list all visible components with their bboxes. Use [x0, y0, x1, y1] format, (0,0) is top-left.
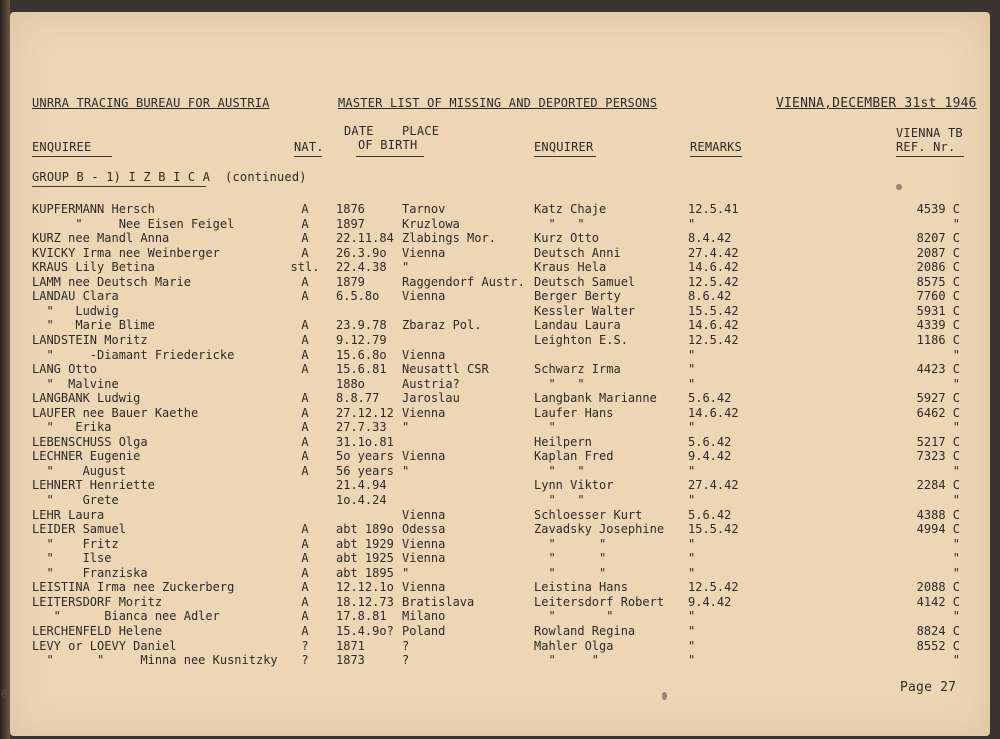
nationality-cell: ?	[301, 638, 309, 653]
enquiree-cell: " Marie Blime	[32, 318, 155, 333]
enquiree-cell: LANG Otto	[32, 362, 98, 377]
column-header-date: DATE	[344, 124, 374, 138]
enquiree-cell: " Ludwig	[32, 303, 119, 318]
nationality-cell: A	[301, 289, 309, 304]
enquirer-cell: Schwarz Irma	[534, 362, 621, 377]
birth-place-cell: Milano	[402, 609, 446, 624]
column-header-nat: NAT.	[294, 140, 324, 154]
enquiree-cell: " Grete	[32, 493, 119, 507]
table-row	[10, 318, 990, 333]
remarks-cell: 8.6.42	[688, 289, 732, 304]
birth-place-cell: Tarnov	[402, 202, 446, 216]
page-number: Page 27	[900, 680, 957, 695]
reference-number-cell: 4388 C	[916, 507, 960, 522]
birth-place-cell: Vienna	[402, 289, 446, 304]
enquirer-cell: " "	[534, 609, 614, 624]
remarks-cell: "	[688, 493, 696, 507]
reference-number-cell: 2088 C	[916, 580, 960, 595]
ink-dot	[662, 692, 667, 700]
remarks-cell: 12.5.42	[688, 332, 739, 347]
remarks-cell: 9.4.42	[688, 594, 732, 609]
nationality-cell: A	[301, 420, 309, 435]
birth-date-cell: abt 1895	[336, 565, 394, 580]
birth-date-cell: 15.4.9o?	[336, 623, 394, 638]
reference-number-cell: "	[952, 347, 960, 362]
birth-date-cell: 1897	[336, 216, 365, 231]
underline-enquiree	[32, 156, 112, 157]
birth-date-cell: 27.12.12	[336, 405, 394, 420]
enquirer-cell: Kurz Otto	[534, 231, 600, 246]
table-row	[10, 275, 990, 290]
nationality-cell: A	[301, 609, 309, 624]
column-header-enquirer: ENQUIRER	[534, 140, 594, 154]
table-row	[10, 333, 990, 348]
enquirer-cell: Deutsch Samuel	[534, 274, 636, 289]
table-row	[10, 246, 990, 261]
birth-place-cell: Vienna	[402, 580, 446, 595]
enquirer-cell: Kessler Walter	[534, 303, 636, 318]
enquiree-cell: KVICKY Irma nee Weinberger	[32, 245, 220, 260]
remarks-cell: 12.5.41	[688, 202, 739, 216]
birth-place-cell: "	[402, 565, 410, 580]
enquiree-cell: LEIDER Samuel	[32, 522, 126, 537]
reference-number-cell: "	[952, 463, 960, 478]
reference-number-cell: 4339 C	[916, 318, 960, 333]
birth-place-cell: Vienna	[402, 347, 446, 362]
remarks-cell: "	[688, 362, 696, 377]
enquiree-cell: " August	[32, 463, 126, 478]
group-title-underline	[32, 186, 206, 187]
birth-date-cell: abt 1925	[336, 551, 394, 566]
enquirer-cell: Katz Chaje	[534, 202, 607, 216]
birth-date-cell: 1871	[336, 638, 365, 653]
enquirer-cell: " "	[534, 493, 585, 507]
nationality-cell: A	[301, 449, 309, 464]
reference-number-cell: 6462 C	[916, 405, 960, 420]
birth-place-cell: Zbaraz Pol.	[402, 318, 482, 333]
remarks-cell: "	[688, 623, 696, 638]
underline-of-birth	[356, 156, 424, 157]
remarks-cell: 14.6.42	[688, 260, 739, 275]
birth-date-cell: 22.11.84	[336, 231, 394, 246]
table-row	[10, 289, 990, 304]
nationality-cell: A	[301, 347, 309, 362]
table-row	[10, 217, 990, 232]
reference-number-cell: 2087 C	[916, 245, 960, 260]
enquiree-cell: " Fritz	[32, 536, 119, 551]
nationality-cell: A	[301, 522, 309, 537]
enquiree-cell: LEITERSDORF Moritz	[32, 594, 163, 609]
birth-date-cell: 1o.4.24	[336, 493, 387, 507]
birth-date-cell: 12.12.1o	[336, 580, 394, 595]
nationality-cell: A	[301, 551, 309, 566]
reference-number-cell: "	[952, 493, 960, 507]
table-row	[10, 551, 990, 566]
underline-nat	[294, 156, 322, 157]
nationality-cell: A	[301, 463, 309, 478]
reference-number-cell: "	[952, 420, 960, 435]
enquiree-cell: " Malvine	[32, 376, 119, 391]
remarks-cell: "	[688, 609, 696, 624]
enquirer-cell: Kraus Hela	[534, 260, 607, 275]
nationality-cell: A	[301, 623, 309, 638]
remarks-cell: "	[688, 653, 696, 668]
place-and-date: VIENNA,DECEMBER 31st 1946	[776, 96, 977, 111]
enquiree-cell: KUPFERMANN Hersch	[32, 202, 155, 216]
enquirer-cell: " "	[534, 376, 585, 391]
table-row	[10, 202, 990, 217]
enquirer-cell: " "	[534, 536, 607, 551]
birth-date-cell: 5o years	[336, 449, 394, 464]
enquiree-cell: " " Minna nee Kusnitzky	[32, 653, 278, 668]
enquirer-cell: Schloesser Kurt	[534, 507, 643, 522]
nationality-cell: A	[301, 332, 309, 347]
reference-number-cell: 8824 C	[916, 623, 960, 638]
remarks-cell: "	[688, 638, 696, 653]
remarks-cell: "	[688, 565, 696, 580]
birth-date-cell: 31.1o.81	[336, 434, 394, 449]
birth-place-cell: Vienna	[402, 536, 446, 551]
remarks-cell: "	[688, 536, 696, 551]
group-title: GROUP B - 1) I Z B I C A (continued)	[32, 170, 307, 184]
enquiree-cell: " Ilse	[32, 551, 112, 566]
reference-number-cell: 2284 C	[916, 478, 960, 493]
remarks-cell: "	[688, 376, 696, 391]
birth-place-cell: Vienna	[402, 405, 446, 420]
birth-date-cell: 18.12.73	[336, 594, 394, 609]
document-title: MASTER LIST OF MISSING AND DEPORTED PERSONS	[338, 96, 658, 110]
reference-number-cell: 4142 C	[916, 594, 960, 609]
birth-place-cell: "	[402, 463, 410, 478]
reference-number-cell: "	[952, 565, 960, 580]
remarks-cell: 14.6.42	[688, 318, 739, 333]
table-row	[10, 566, 990, 581]
reference-number-cell: 1186 C	[916, 332, 960, 347]
column-header-remarks: REMARKS	[690, 140, 742, 154]
birth-date-cell: 15.6.81	[336, 362, 387, 377]
birth-place-cell: Poland	[402, 623, 446, 638]
enquirer-cell: Leistina Hans	[534, 580, 628, 595]
remarks-cell: 5.6.42	[688, 391, 732, 406]
reference-number-cell: "	[952, 376, 960, 391]
bureau-name: UNRRA TRACING BUREAU FOR AUSTRIA	[32, 96, 270, 110]
birth-date-cell: abt 1929	[336, 536, 394, 551]
table-row	[10, 580, 990, 595]
table-row	[10, 493, 990, 508]
birth-date-cell: 1879	[336, 274, 365, 289]
enquirer-cell: Zavadsky Josephine	[534, 522, 665, 537]
enquirer-cell: " "	[534, 565, 607, 580]
table-row	[10, 435, 990, 450]
enquiree-cell: " Nee Eisen Feigel	[32, 216, 235, 231]
remarks-cell: 27.4.42	[688, 245, 739, 260]
table-row	[10, 624, 990, 639]
column-header-of-birth: OF BIRTH	[358, 138, 418, 152]
enquirer-cell: Rowland Regina	[534, 623, 636, 638]
birth-date-cell: 8.8.77	[336, 391, 380, 406]
enquirer-cell: Kaplan Fred	[534, 449, 614, 464]
enquirer-cell: " "	[534, 463, 585, 478]
birth-date-cell: 1873	[336, 653, 365, 668]
enquirer-cell: "	[534, 420, 556, 435]
underline-ref-nr	[896, 156, 964, 157]
reference-number-cell: "	[952, 536, 960, 551]
enquiree-cell: LAUFER nee Bauer Kaethe	[32, 405, 199, 420]
enquirer-cell: Leitersdorf Robert	[534, 594, 665, 609]
birth-date-cell: 17.8.81	[336, 609, 387, 624]
enquiree-cell: LEHR Laura	[32, 507, 105, 522]
nationality-cell: A	[301, 318, 309, 333]
table-row	[10, 639, 990, 654]
birth-date-cell: 6.5.8o	[336, 289, 380, 304]
table-row	[10, 391, 990, 406]
nationality-cell: A	[301, 245, 309, 260]
table-row	[10, 595, 990, 610]
remarks-cell: 5.6.42	[688, 434, 732, 449]
column-header-ref-nr: REF. Nr.	[896, 140, 956, 154]
birth-date-cell: abt 189o	[336, 522, 394, 537]
nationality-cell: A	[301, 594, 309, 609]
table-row	[10, 362, 990, 377]
nationality-cell: A	[301, 391, 309, 406]
reference-number-cell: 7323 C	[916, 449, 960, 464]
enquiree-cell: LEISTINA Irma nee Zuckerberg	[32, 580, 235, 595]
table-row	[10, 478, 990, 493]
enquiree-cell: " -Diamant Friedericke	[32, 347, 235, 362]
table-row	[10, 508, 990, 523]
table-row	[10, 449, 990, 464]
book-spine	[0, 0, 10, 739]
enquiree-cell: LAMM nee Deutsch Marie	[32, 274, 191, 289]
birth-date-cell: 21.4.94	[336, 478, 387, 493]
enquiree-cell: LANGBANK Ludwig	[32, 391, 141, 406]
column-header-enquiree: ENQUIREE	[32, 140, 92, 154]
reference-number-cell: 5927 C	[916, 391, 960, 406]
enquiree-cell: LEHNERT Henriette	[32, 478, 155, 493]
reference-number-cell: 2086 C	[916, 260, 960, 275]
enquiree-cell: LANDSTEIN Moritz	[32, 332, 148, 347]
enquiree-cell: " Franziska	[32, 565, 148, 580]
birth-place-cell: Jaroslau	[402, 391, 460, 406]
nationality-cell: A	[301, 565, 309, 580]
nationality-cell: A	[301, 580, 309, 595]
enquiree-cell: LANDAU Clara	[32, 289, 119, 304]
remarks-cell: 15.5.42	[688, 522, 739, 537]
reference-number-cell: 4539 C	[916, 202, 960, 216]
document-page	[10, 12, 990, 736]
reference-number-cell: 4423 C	[916, 362, 960, 377]
enquiree-cell: LEBENSCHUSS Olga	[32, 434, 148, 449]
reference-number-cell: "	[952, 551, 960, 566]
birth-place-cell: ?	[402, 638, 410, 653]
remarks-cell: 27.4.42	[688, 478, 739, 493]
enquirer-cell: " "	[534, 653, 600, 668]
reference-number-cell: "	[952, 653, 960, 668]
birth-place-cell: Vienna	[402, 551, 446, 566]
enquirer-cell: Lynn Viktor	[534, 478, 614, 493]
reference-number-cell: 5217 C	[916, 434, 960, 449]
birth-date-cell: 23.9.78	[336, 318, 387, 333]
enquirer-cell: Mahler Olga	[534, 638, 614, 653]
birth-place-cell: Raggendorf Austr.	[402, 274, 525, 289]
table-row	[10, 537, 990, 552]
nationality-cell: A	[301, 536, 309, 551]
enquiree-cell: KURZ nee Mandl Anna	[32, 231, 170, 246]
enquiree-cell: LERCHENFELD Helene	[32, 623, 163, 638]
reference-number-cell: 7760 C	[916, 289, 960, 304]
remarks-cell: 8.4.42	[688, 231, 732, 246]
enquirer-cell: " "	[534, 551, 607, 566]
remarks-cell: 12.5.42	[688, 274, 739, 289]
table-row	[10, 609, 990, 624]
nationality-cell: A	[301, 202, 309, 216]
enquirer-cell: Laufer Hans	[534, 405, 614, 420]
reference-number-cell: "	[952, 609, 960, 624]
birth-place-cell: ?	[402, 653, 410, 668]
table-row	[10, 231, 990, 246]
birth-place-cell: Vienna	[402, 245, 446, 260]
birth-place-cell: Zlabings Mor.	[402, 231, 496, 246]
nationality-cell: A	[301, 231, 309, 246]
nationality-cell: A	[301, 216, 309, 231]
enquirer-cell: " "	[534, 216, 585, 231]
table-row	[10, 522, 990, 537]
remarks-cell: "	[688, 463, 696, 478]
birth-place-cell: "	[402, 420, 410, 435]
table-row	[10, 420, 990, 435]
table-row	[10, 260, 990, 275]
nationality-cell: stl.	[290, 260, 320, 275]
remarks-cell: 14.6.42	[688, 405, 739, 420]
table-row	[10, 653, 990, 668]
column-header-place: PLACE	[402, 124, 440, 138]
birth-date-cell: 1876	[336, 202, 365, 216]
enquiree-cell: " Erika	[32, 420, 112, 435]
enquirer-cell: Berger Berty	[534, 289, 621, 304]
table-row	[10, 406, 990, 421]
birth-date-cell: 27.7.33	[336, 420, 387, 435]
birth-date-cell: 188o	[336, 376, 365, 391]
enquirer-cell: Deutsch Anni	[534, 245, 621, 260]
remarks-cell: 15.5.42	[688, 303, 739, 318]
birth-place-cell: Bratislava	[402, 594, 475, 609]
remarks-cell: "	[688, 420, 696, 435]
birth-place-cell: Kruzlowa	[402, 216, 460, 231]
birth-place-cell: Vienna	[402, 449, 446, 464]
table-row	[10, 377, 990, 392]
underline-remarks	[690, 156, 742, 157]
enquiree-cell: KRAUS Lily Betina	[32, 260, 155, 275]
birth-place-cell: Vienna	[402, 507, 446, 522]
nationality-cell: A	[301, 405, 309, 420]
birth-date-cell: 56 years	[336, 463, 394, 478]
nationality-cell: A	[301, 434, 309, 449]
table-row	[10, 304, 990, 319]
remarks-cell: 12.5.42	[688, 580, 739, 595]
underline-enquirer	[534, 156, 596, 157]
reference-number-cell: 5931 C	[916, 303, 960, 318]
column-header-vienna-tb: VIENNA TB	[896, 126, 963, 140]
reference-number-cell: 8207 C	[916, 231, 960, 246]
birth-date-cell: 26.3.9o	[336, 245, 387, 260]
reference-number-cell: 8552 C	[916, 638, 960, 653]
ink-dot	[896, 184, 902, 190]
reference-number-cell: 4994 C	[916, 522, 960, 537]
birth-place-cell: Odessa	[402, 522, 446, 537]
nationality-cell: A	[301, 362, 309, 377]
table-row	[10, 348, 990, 363]
enquirer-cell: Leighton E.S.	[534, 332, 628, 347]
nationality-cell: A	[301, 274, 309, 289]
birth-date-cell: 15.6.8o	[336, 347, 387, 362]
birth-date-cell: 22.4.38	[336, 260, 387, 275]
birth-place-cell: Neusattl CSR	[402, 362, 489, 377]
birth-place-cell: Austria?	[402, 376, 460, 391]
remarks-cell: 5.6.42	[688, 507, 732, 522]
enquiree-cell: LECHNER Eugenie	[32, 449, 141, 464]
margin-number: 6	[1, 688, 8, 701]
table-row	[10, 464, 990, 479]
birth-date-cell: 9.12.79	[336, 332, 387, 347]
enquirer-cell: Heilpern	[534, 434, 592, 449]
enquiree-cell: LEVY or LOEVY Daniel	[32, 638, 177, 653]
remarks-cell: "	[688, 216, 696, 231]
enquirer-cell: Langbank Marianne	[534, 391, 657, 406]
remarks-cell: "	[688, 347, 696, 362]
enquirer-cell: Landau Laura	[534, 318, 621, 333]
reference-number-cell: "	[952, 216, 960, 231]
remarks-cell: "	[688, 551, 696, 566]
remarks-cell: 9.4.42	[688, 449, 732, 464]
enquiree-cell: " Bianca nee Adler	[32, 609, 220, 624]
birth-place-cell: "	[402, 260, 410, 275]
reference-number-cell: 8575 C	[916, 274, 960, 289]
nationality-cell: ?	[301, 653, 309, 668]
